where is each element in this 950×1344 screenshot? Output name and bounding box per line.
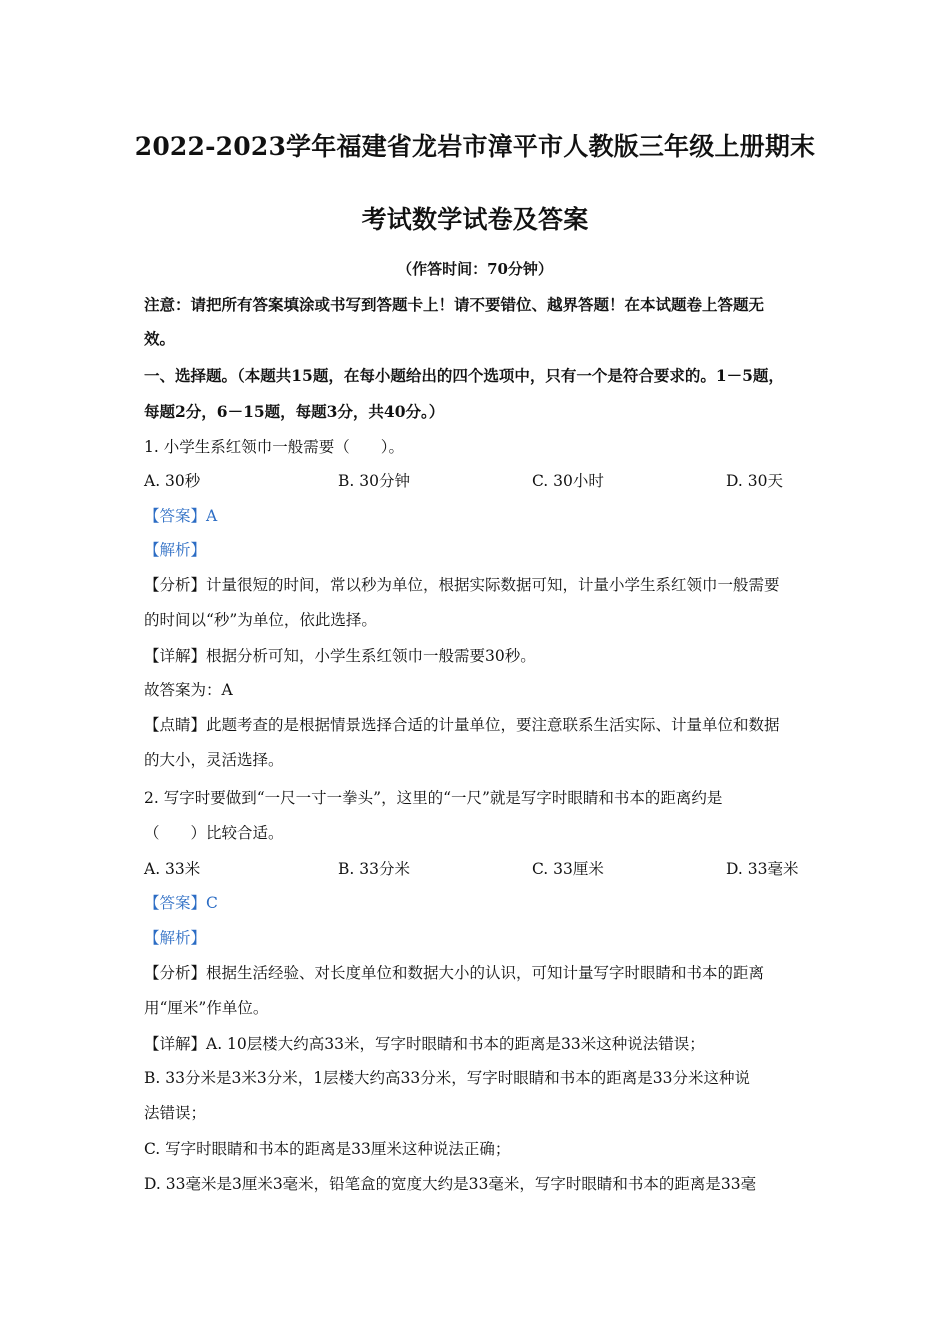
q1-dianjing-line-2: 的大小，灵活选择。 bbox=[144, 751, 284, 769]
q1-option-a: A. 30秒 bbox=[144, 472, 201, 490]
notice-line-1: 注意：请把所有答案填涂或书写到答题卡上！请不要错位、越界答题！在本试题卷上答题无 bbox=[144, 295, 765, 314]
q2-xiangjie-c: C. 写字时眼睛和书本的距离是33厘米这种说法正确； bbox=[144, 1140, 511, 1158]
q2-answer: 【答案】C bbox=[144, 894, 218, 912]
q2-stem-line-2: （ ）比较合适。 bbox=[144, 824, 284, 842]
q2-option-b: B. 33分米 bbox=[338, 860, 410, 878]
q2-fenxi-line-1: 【分析】根据生活经验、对长度单位和数据大小的认识，可知计量写字时眼睛和书本的距离 bbox=[144, 964, 765, 982]
section-heading-line-1: 一、选择题。（本题共15题，在每小题给出的四个选项中，只有一个是符合要求的。1－5题， bbox=[144, 366, 784, 385]
q2-xiangjie-a: 【详解】A. 10层楼大约高33米，写字时眼睛和书本的距离是33米这种说法错误； bbox=[144, 1035, 705, 1053]
q2-xiangjie-b-line-1: B. 33分米是3米3分米，1层楼大约高33分米，写字时眼睛和书本的距离是33分米这种说 bbox=[144, 1069, 751, 1087]
q1-option-c: C. 30小时 bbox=[532, 472, 604, 490]
q1-option-b: B. 30分钟 bbox=[338, 472, 410, 490]
q2-xiangjie-b-line-2: 法错误； bbox=[144, 1104, 207, 1122]
q2-option-c: C. 33厘米 bbox=[532, 860, 604, 878]
q2-analysis-tag: 【解析】 bbox=[144, 929, 207, 947]
q1-answer: 【答案】A bbox=[144, 507, 218, 525]
q1-analysis-tag: 【解析】 bbox=[144, 541, 207, 559]
q1-dianjing-line-1: 【点睛】此题考查的是根据情景选择合适的计量单位，要注意联系生活实际、计量单位和数据 bbox=[144, 716, 780, 734]
q1-fenxi-line-1: 【分析】计量很短的时间，常以秒为单位，根据实际数据可知，计量小学生系红领巾一般需要 bbox=[144, 576, 780, 594]
q1-xiangjie: 【详解】根据分析可知，小学生系红领巾一般需要30秒。 bbox=[144, 647, 536, 665]
notice-line-2: 效。 bbox=[144, 329, 176, 348]
q2-xiangjie-d: D. 33毫米是3厘米3毫米，铅笔盒的宽度大约是33毫米，写字时眼睛和书本的距离是33毫 bbox=[144, 1175, 757, 1193]
q2-fenxi-line-2: 用“厘米”作单位。 bbox=[144, 999, 269, 1017]
section-heading-line-2: 每题2分，6－15题，每题3分，共40分。） bbox=[144, 402, 445, 421]
q2-option-a: A. 33米 bbox=[144, 860, 201, 878]
doc-title-line-1: 2022-2023学年福建省龙岩市漳平市人教版三年级上册期末 bbox=[134, 132, 816, 161]
q1-option-d: D. 30天 bbox=[726, 472, 783, 490]
q2-option-d: D. 33毫米 bbox=[726, 860, 799, 878]
q1-fenxi-line-2: 的时间以“秒”为单位，依此选择。 bbox=[144, 611, 377, 629]
q2-stem-line-1: 2. 写字时要做到“一尺一寸一拳头”，这里的“一尺”就是写字时眼睛和书本的距离约是 bbox=[144, 789, 723, 807]
time-note: （作答时间：70分钟） bbox=[397, 260, 553, 278]
doc-title-line-2: 考试数学试卷及答案 bbox=[361, 205, 589, 234]
q1-conclusion: 故答案为：A bbox=[144, 681, 233, 699]
q1-stem: 1. 小学生系红领巾一般需要（ ）。 bbox=[144, 438, 404, 456]
